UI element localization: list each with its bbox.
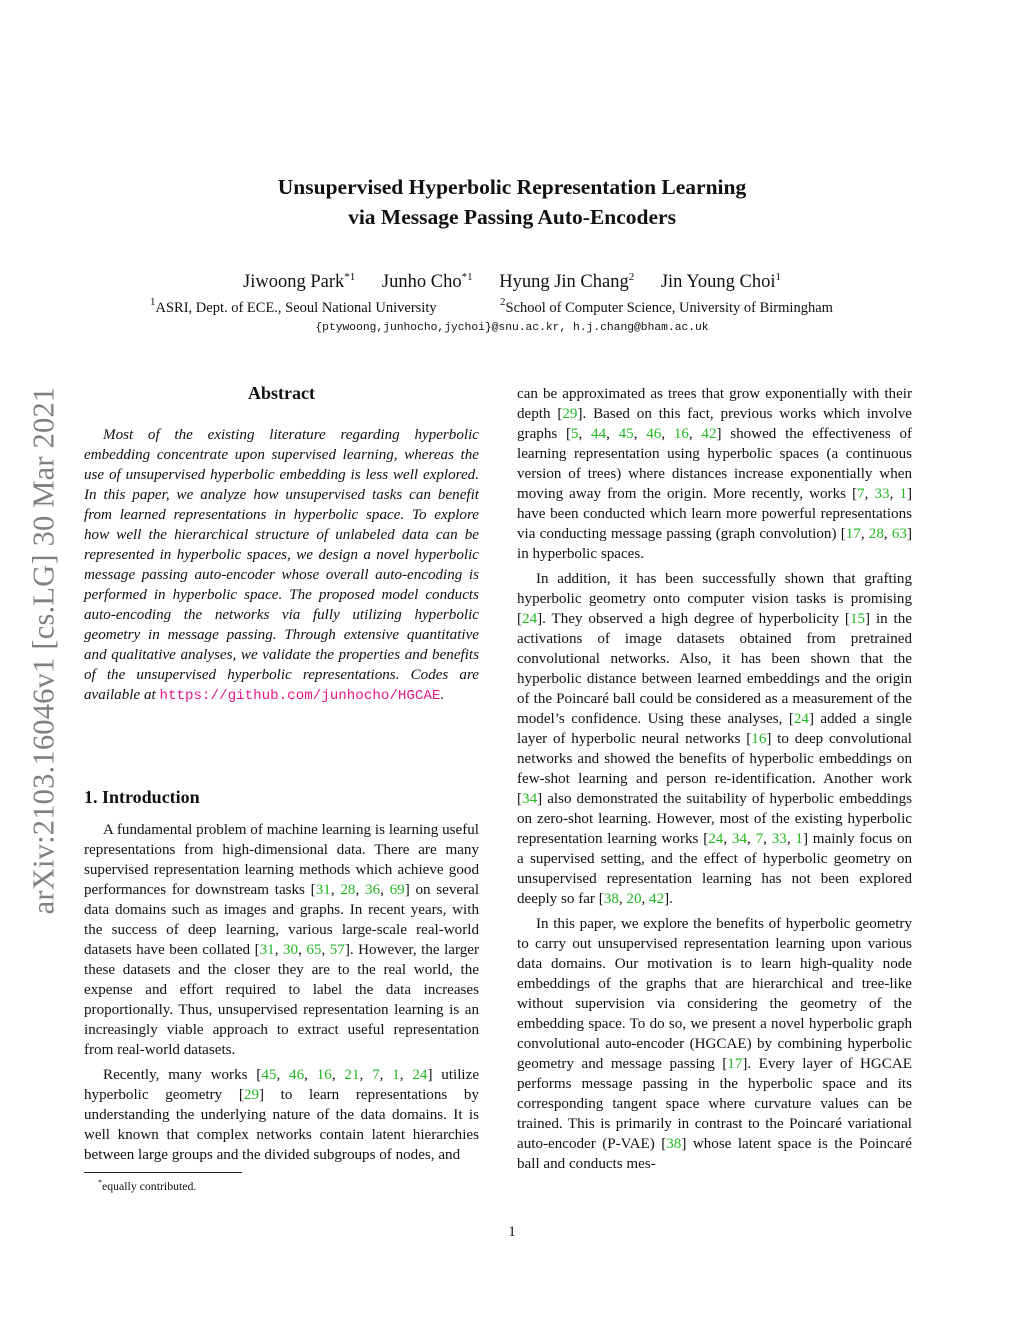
- affiliation-mark: 1: [150, 296, 156, 308]
- abstract-body: Most of the existing literature regarding hyperbolic embedding concentrate upon supervised learning, whereas the use of unsupervised hyperbolic embedding is less well explored. In this paper, we analyze how unsupervised tasks can benefit from learned representations in hyperbolic space. To explore how well the hierarchical structure of unlabeled data can be represented in hyperbolic spaces, we design a novel hyperbolic message passing auto-encoder whose overall auto-encoding is performed in hyperbolic space. The proposed model conducts auto-encoding the networks via fully utilizing hyperbolic geometry in message passing. Through extensive quantitative and qualitative analyses, we validate the properties and benefits of the unsupervised hyperbolic representations. Codes are available at: [84, 427, 479, 703]
- citation-link[interactable]: 65: [306, 942, 322, 958]
- footnote-mark: *: [98, 1178, 102, 1187]
- citation-link[interactable]: 63: [891, 526, 907, 542]
- footnote-rule: [84, 1172, 242, 1173]
- citation-link[interactable]: 34: [731, 831, 748, 847]
- code-link[interactable]: https://github.com/junhocho/HGCAE: [159, 688, 441, 704]
- citation-link[interactable]: 17: [845, 526, 861, 542]
- author-list: [0, 270, 1024, 294]
- citation-link[interactable]: 42: [701, 426, 717, 442]
- citation-link[interactable]: 1: [795, 831, 803, 847]
- citation-link[interactable]: 45: [618, 426, 634, 442]
- paragraph: A fundamental problem of machine learning is learning useful representations from high-dimensional data. There are many supervised representation learning methods which achieve good performances for downstream tasks [31, 28, 36, 69] on several data domains such as images and graphs. In recent years, with the success of deep learning, various large-scale real-world datasets have been collated [31, 30, 65, 57]. However, the larger these datasets and the closer they are to the real world, the expense and effort required to label the data increases proportionally. Thus, unsupervised representation learning is an increasingly viable approach to extract useful representation from real-world datasets.: [84, 822, 480, 1058]
- citation-link[interactable]: 16: [751, 731, 767, 747]
- paragraph: In this paper, we explore the benefits of hyperbolic geometry to carry out unsupervised representation learning upon various data domains. Our motivation is to learn high-quality node embeddings of the graphs that are hierarchical and tree-like without supervision via considering the geometry of the embedding space. To do so, we present a novel hyperbolic graph convolutional auto-encoder (HGCAE) by combining hyperbolic geometry and message passing [17]. Every layer of HGCAE performs message passing in the hyperbolic space and its corresponding tangent space where curvature values can be trained. This is primarily in contrast to the Poincaré variational auto-encoder (P-VAE) [38] whose latent space is the Poincaré ball and conducts mes-: [517, 916, 912, 1172]
- paragraph: Recently, many works [45, 46, 16, 21, 7, 1, 24] utilize hyperbolic geometry [29] to learn representations by understanding the underlying nature of the data domains. It is well known that complex networks contain latent hierarchies between large groups and the divided subgroups of nodes, and: [84, 1067, 480, 1163]
- affiliation-text: School of Computer Science, University of Birmingham: [505, 300, 833, 316]
- paragraph: can be approximated as trees that grow exponentially with their depth [29]. Based on this fact, previous works which involve graphs [5, 44, 45, 46, 16, 42] showed the effectiveness of learning representation using hyperbolic spaces (a continuous version of trees) where distances increase exponentially when moving away from the origin. More recently, works [7, 33, 1] have been conducted which learn more powerful representations via conducting message passing (graph convolution) [17, 28, 63] in hyperbolic spaces.: [517, 386, 913, 562]
- author: [243, 272, 355, 292]
- citation-link[interactable]: 46: [289, 1067, 305, 1083]
- citation-link[interactable]: 24: [708, 831, 724, 847]
- abstract-end: .: [440, 687, 445, 703]
- paragraph: In addition, it has been successfully shown that grafting hyperbolic geometry onto computer vision tasks is promising [24]. They observed a high degree of hyperbolicity [15] in the activations of image datasets obtained from pretrained convolutional networks. Also, it has been shown that the hyperbolic distance between learned embeddings and the origin of the Poincaré ball could be considered as a measurement of the model’s confidence. Using these analyses, [24] added a single layer of hyperbolic neural networks [16] to deep convolutional networks and showed the benefits of hyperbolic embeddings on few-shot learning and person re-identification. Another work [34] also demonstrated the suitability of hyperbolic embeddings on zero-shot learning. However, most of the existing hyperbolic representation learning works [24, 34, 7, 33, 1] mainly focus on a supervised setting, and the effect of hyperbolic geometry on unsupervised representation learning has not been explored deeply so far [38, 20, 42].: [517, 571, 913, 907]
- citation-link[interactable]: 57: [329, 942, 345, 958]
- citation-link[interactable]: 7: [755, 831, 764, 847]
- author: [661, 272, 781, 292]
- citation-link[interactable]: 38: [666, 1136, 682, 1152]
- citation-link[interactable]: 31: [315, 882, 331, 898]
- citation-link[interactable]: 31: [259, 942, 275, 958]
- author-name: Hyung Jin Chang: [499, 272, 629, 292]
- citation-link[interactable]: 44: [591, 426, 607, 442]
- citation-link[interactable]: 46: [646, 426, 662, 442]
- citation-link[interactable]: 1: [392, 1067, 400, 1083]
- introduction-heading: 1. Introduction: [84, 787, 200, 807]
- citation-link[interactable]: 45: [261, 1067, 277, 1083]
- citation-link[interactable]: 20: [626, 891, 642, 907]
- citation-link[interactable]: 16: [673, 426, 689, 442]
- citation-link[interactable]: 1: [899, 486, 907, 502]
- author-mark: 2: [628, 271, 635, 283]
- citation-link[interactable]: 30: [282, 942, 299, 958]
- citation-link[interactable]: 7: [372, 1067, 380, 1083]
- title-line-1: Unsupervised Hyperbolic Representation Learning: [277, 175, 747, 199]
- citation-link[interactable]: 28: [340, 882, 356, 898]
- affiliation-2: [500, 298, 833, 318]
- citation-link[interactable]: 69: [389, 882, 405, 898]
- author-mark: *1: [461, 271, 473, 283]
- citation-link[interactable]: 29: [243, 1087, 259, 1103]
- title-line-2: via Message Passing Auto-Encoders: [348, 205, 676, 229]
- citation-link[interactable]: 34: [522, 791, 538, 807]
- abstract-text: [84, 425, 479, 706]
- citation-link[interactable]: 28: [868, 526, 884, 542]
- affiliation-text: ASRI, Dept. of ECE., Seoul National University: [155, 300, 437, 316]
- citation-link[interactable]: 24: [412, 1067, 428, 1083]
- citation-link[interactable]: 16: [316, 1067, 332, 1083]
- citation-link[interactable]: 24: [793, 711, 809, 727]
- citation-link[interactable]: 21: [344, 1067, 360, 1083]
- author-mark: *1: [344, 271, 356, 283]
- footnote: [98, 1178, 196, 1194]
- arxiv-stamp: [22, 355, 66, 945]
- citation-link[interactable]: 5: [570, 426, 579, 442]
- citation-link[interactable]: 38: [603, 891, 619, 907]
- citation-link[interactable]: 15: [849, 611, 866, 627]
- citation-link[interactable]: 17: [727, 1056, 743, 1072]
- arxiv-stamp-text: arXiv:2103.16046v1 [cs.LG] 30 Mar 2021: [26, 386, 61, 914]
- citation-link[interactable]: 33: [771, 831, 787, 847]
- author-emails: {ptywoong,junhocho,jychoi}@snu.ac.kr, h.j.chang@bham.ac.uk: [315, 322, 709, 334]
- footnote-text: equally contributed.: [102, 1179, 197, 1193]
- citation-link[interactable]: 33: [874, 486, 890, 502]
- author-mark: 1: [775, 271, 781, 283]
- paper-title: [0, 172, 1024, 232]
- author-name: Jiwoong Park: [243, 272, 345, 292]
- author-name: Junho Cho: [381, 272, 462, 292]
- author: [499, 272, 634, 292]
- introduction-body: [84, 820, 479, 1170]
- citation-link[interactable]: 36: [364, 882, 381, 898]
- citation-link[interactable]: 29: [562, 406, 578, 422]
- author: [382, 272, 473, 292]
- citation-link[interactable]: 24: [522, 611, 538, 627]
- abstract-heading: Abstract: [248, 383, 315, 403]
- affiliation-1: [150, 298, 437, 318]
- author-name: Jin Young Choi: [660, 272, 776, 292]
- citation-link[interactable]: 7: [857, 486, 865, 502]
- right-column-body: [517, 384, 912, 1179]
- affiliation-mark: 2: [500, 296, 506, 308]
- citation-link[interactable]: 42: [649, 891, 665, 907]
- page-number: 1: [508, 1224, 516, 1240]
